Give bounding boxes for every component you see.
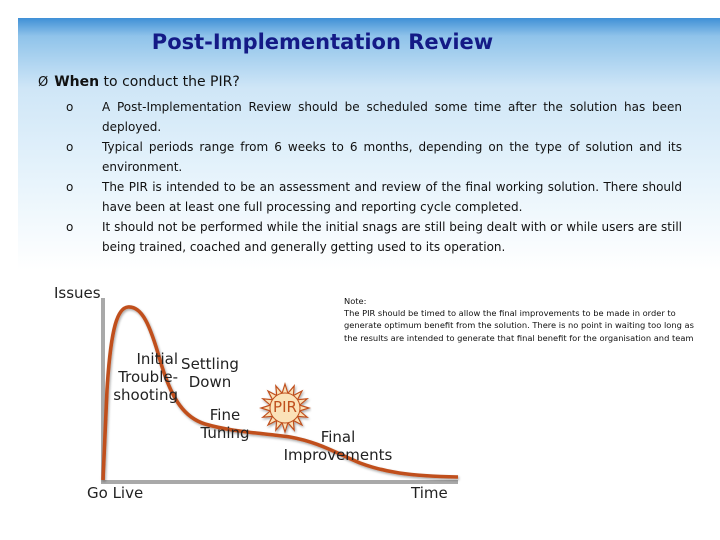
phase-fine-line: Tuning (200, 424, 250, 442)
slide-title: Post-Implementation Review (151, 30, 494, 54)
arrow-bullet-icon: Ø (38, 75, 49, 90)
phase-fine-line: Fine (209, 406, 241, 424)
note-text: The PIR should be timed to allow the final improvements to be made in order to generate optimum benefit from the solution. There is no point in waiting too long as the results are intended to generate that final benefit for the organisation and team (344, 308, 694, 343)
phase-settling-line: Down (188, 373, 232, 391)
bullet-item (62, 217, 682, 257)
bullet-text: A Post-Implementation Review should be scheduled some time after the solution has been deployed. (102, 100, 682, 134)
bullet-marker: o (66, 100, 74, 114)
bullet-item (62, 137, 682, 177)
bullet-item (62, 97, 682, 137)
bullet-item (62, 177, 682, 217)
phase-final-line: Improvements (283, 446, 393, 464)
x-start-label: Go Live (87, 484, 144, 502)
question-bold: When (54, 74, 100, 90)
phase-fine-tuning (196, 406, 254, 442)
bullet-marker: o (66, 180, 74, 194)
question-text: to conduct the PIR? (99, 74, 240, 90)
bullet-list (62, 97, 682, 257)
bullet-text: The PIR is intended to be an assessment and review of the final working solution. There should have been at least one full processing and reporting cycle completed. (102, 180, 682, 214)
pir-marker-label: PIR (273, 398, 297, 416)
bullet-text: Typical periods range from 6 weeks to 6 months, depending on the type of solution and its environment. (102, 140, 682, 174)
phase-settling-down (180, 355, 240, 391)
phase-final-improvements (278, 428, 398, 464)
phase-initial-line: Initial (136, 350, 178, 368)
y-axis-label: Issues (54, 284, 101, 302)
bullet-text: It should not be performed while the initial snags are still being dealt with or while users are still being trained, coached and generally getting used to its operation. (102, 220, 682, 254)
question-line (38, 74, 240, 90)
note-title: Note: (344, 296, 367, 306)
x-end-label: Time (411, 484, 448, 502)
phase-initial-line: shooting (113, 386, 178, 404)
bullet-marker: o (66, 140, 74, 154)
pir-timing-note (344, 295, 706, 344)
bullet-marker: o (66, 220, 74, 234)
phase-initial-troubleshooting (108, 350, 178, 404)
phase-settling-line: Settling (181, 355, 239, 373)
phase-initial-line: Trouble- (118, 368, 178, 386)
phase-final-line: Final (320, 428, 356, 446)
